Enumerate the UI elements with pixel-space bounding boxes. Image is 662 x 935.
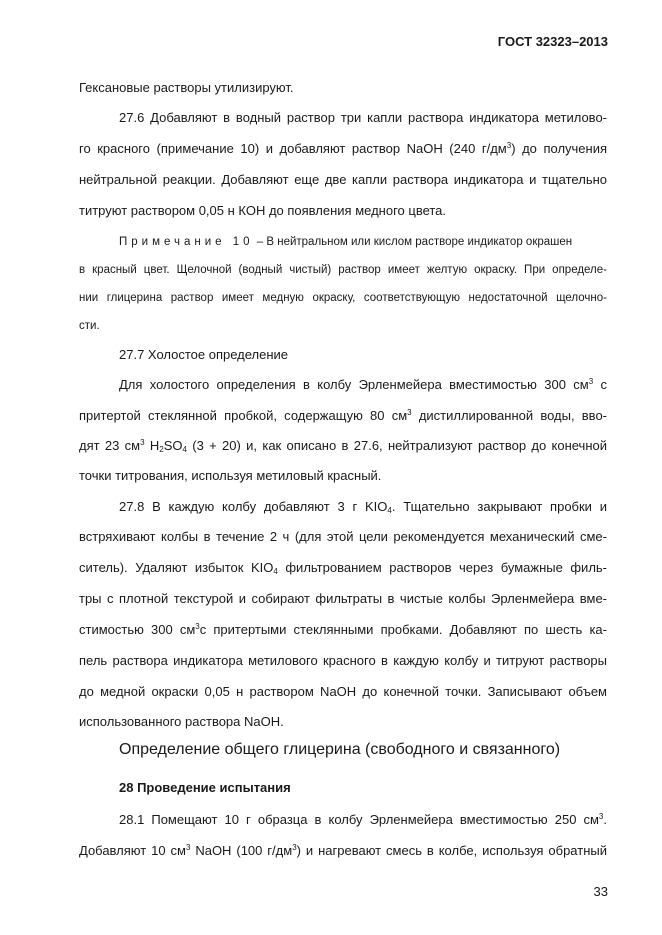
note-10-line: в красный цвет. Щелочной (водный чистый) раствор имеет желтую окраску. При определе-: [79, 264, 607, 276]
document-header: ГОСТ 32323–2013: [497, 34, 608, 49]
note-10-line: Примечание 10 – В нейтральном или кислом растворе индикатор окрашен: [119, 236, 573, 248]
paragraph-27-7-line: Для холостого определения в колбу Эрленмейера вместимостью 300 $см^3$ с: [119, 377, 607, 392]
paragraph-27-7-line: точки титрования, используя метиловый красный.: [79, 468, 382, 483]
paragraph-27-6-line: титруют раствором 0,05 н КОН до появления медного цвета.: [79, 203, 447, 218]
note-label: Примечание 10: [119, 236, 254, 248]
paragraph-27-8-line: до медной окраски 0,05 н раствором NaOH до конечной точки. Записывают объем: [79, 684, 607, 699]
paragraph-line: Гексановые растворы утилизируют.: [79, 80, 294, 95]
paragraph-27-7-line: дят 23 $см^3$ $H_2SO_4$ (3 + 20) и, как описано в 27.6, нейтрализуют раствор до конечной: [79, 438, 608, 454]
paragraph-27-8-line: встряхивают колбы в течение 2 ч (для этой цели рекомендуется механический сме-: [79, 529, 607, 544]
paragraph-27-8-line: тры с плотной текстурой и собирают фильтраты в чистые колбы Эрленмейера вме-: [79, 591, 607, 606]
paragraph-27-6-line: го красного (примечание 10) и добавляют раствор NaOH (240 $г/дм^3$) до получения: [79, 141, 608, 156]
paragraph-28-1-line: Добавляют 10 $см^3$ NaOH (100 $г/дм^3$) и нагревают смесь в колбе, используя обратный: [79, 843, 607, 858]
paragraph-27-6-line: 27.6 Добавляют в водный раствор три капли раствора индикатора метилово-: [119, 110, 607, 125]
paragraph-27-8-line: ситель). Удаляют избыток $KIO_4$ фильтрованием растворов через бумажные филь-: [79, 560, 608, 576]
page-number: 33: [593, 884, 608, 899]
note-10-line: сти.: [79, 320, 100, 332]
paragraph-27-8-line: 27.8 В каждую колбу добавляют 3 г $KIO_4$. Тщательно закрывают пробки и: [119, 499, 607, 515]
paragraph-28-1-line: 28.1 Помещают 10 г образца в колбу Эрленмейера вместимостью 250 $см^3$.: [119, 812, 607, 827]
paragraph-27-6-line: нейтральной реакции. Добавляют еще две капли раствора индикатора и тщательно: [79, 172, 607, 187]
note-10-line: нии глицерина раствор имеет медную окраску, соответствующую недостаточной щелочно-: [79, 292, 607, 304]
paragraph-27-8-line: пель раствора индикатора метилового красного в каждую колбу и титруют растворы: [79, 653, 607, 668]
section-heading: Определение общего глицерина (свободного и связанного): [119, 741, 561, 758]
paragraph-27-8-line: стимостью 300 $см^3с$ притертыми стеклянными пробками. Добавляют по шесть ка-: [79, 622, 607, 637]
paragraph-27-7-line: притертой стеклянной пробкой, содержащую 80 $см^3$ дистиллированной воды, вво-: [79, 408, 608, 423]
subsection-27-7-title: 27.7 Холостое определение: [119, 347, 289, 362]
paragraph-27-8-line: использованного раствора NaOH.: [79, 714, 284, 729]
subsection-28-title: 28 Проведение испытания: [119, 780, 291, 795]
